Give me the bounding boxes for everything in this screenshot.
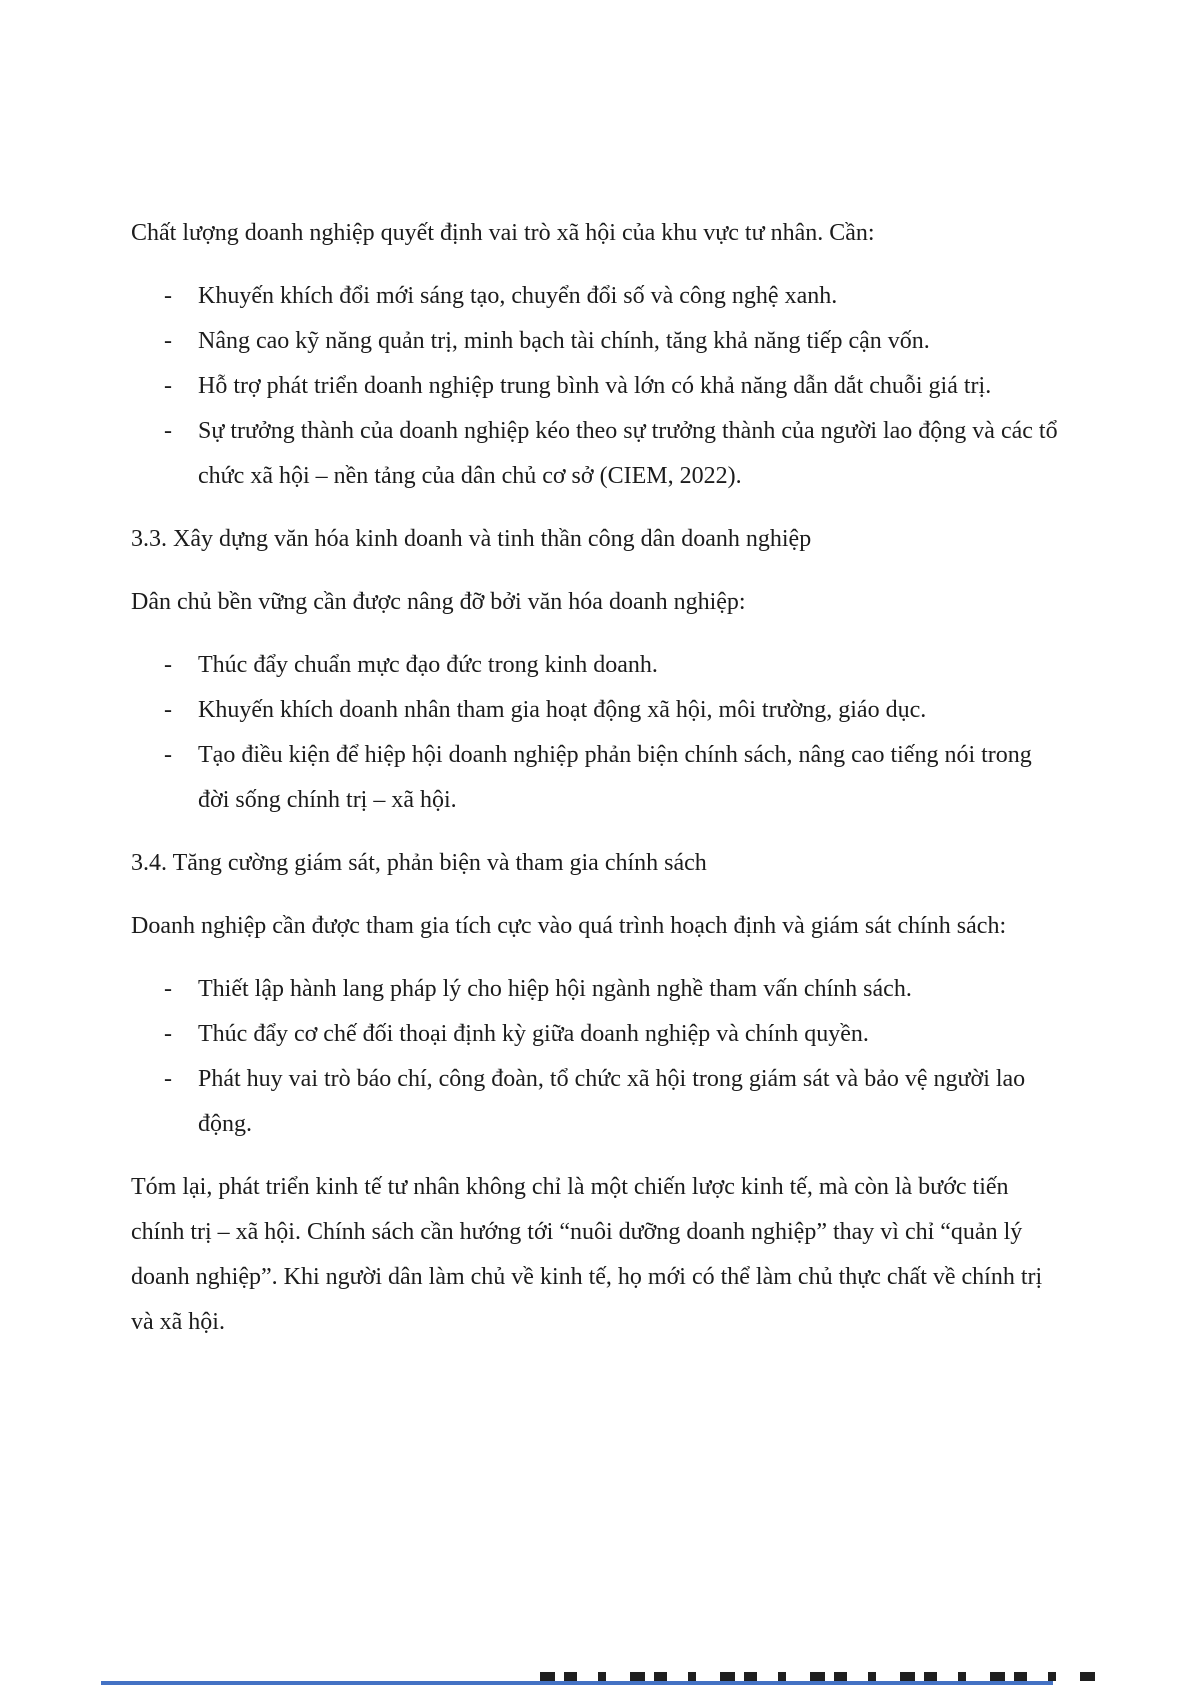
dash-bullet: -: [164, 652, 172, 678]
list-item-text: Thúc đẩy cơ chế đối thoại định kỳ giữa doanh nghiệp và chính quyền.: [198, 1021, 869, 1047]
dash-bullet: -: [164, 1021, 172, 1047]
clipped-blue-line: [101, 1681, 1053, 1685]
list-item: [131, 1057, 1061, 1147]
paragraph-conclusion: Tóm lại, phát triển kinh tế tư nhân không chỉ là một chiến lược kinh tế, mà còn là bước tiến chính trị – xã hội. Chính sách cần hướng tới “nuôi dưỡng doanh nghiệp” thay vì chỉ “quản lý doanh nghiệp”. Khi người dân làm chủ về kinh tế, họ mới có thể làm chủ thực chất về chính trị và xã hội.: [131, 1174, 1043, 1335]
dash-bullet: -: [164, 976, 172, 1002]
list-item: [131, 1012, 1061, 1057]
list-item: [131, 688, 1061, 733]
section-heading-3-3: 3.3. Xây dựng văn hóa kinh doanh và tinh thần công dân doanh nghiệp: [131, 526, 812, 552]
list-item-text: Thúc đẩy chuẩn mực đạo đức trong kinh doanh.: [198, 652, 658, 678]
document-page: [131, 211, 1061, 1363]
dash-bullet: -: [164, 697, 172, 723]
list-item-text: Nâng cao kỹ năng quản trị, minh bạch tài chính, tăng khả năng tiếp cận vốn.: [198, 328, 930, 354]
list-item-text: Tạo điều kiện để hiệp hội doanh nghiệp phản biện chính sách, nâng cao tiếng nói trong đời sống chính trị – xã hội.: [198, 742, 1032, 813]
bullet-list-culture: [131, 643, 1061, 823]
clipped-next-page-strip: [0, 1667, 1191, 1685]
section-heading-3-4: 3.4. Tăng cường giám sát, phản biện và tham gia chính sách: [131, 850, 707, 876]
list-item: [131, 364, 1061, 409]
list-item-text: Khuyến khích doanh nhân tham gia hoạt động xã hội, môi trường, giáo dục.: [198, 697, 927, 723]
clipped-text-fragments: [540, 1672, 1103, 1681]
list-item: [131, 274, 1061, 319]
dash-bullet: -: [164, 328, 172, 354]
paragraph-3-4: Doanh nghiệp cần được tham gia tích cực vào quá trình hoạch định và giám sát chính sách:: [131, 913, 1007, 939]
list-item: [131, 733, 1061, 823]
list-item: [131, 967, 1061, 1012]
dash-bullet: -: [164, 1066, 172, 1092]
list-item-text: Sự trưởng thành của doanh nghiệp kéo theo sự trưởng thành của người lao động và các tổ chức xã hội – nền tảng của dân chủ cơ sở (CIEM, 2022).: [198, 418, 1058, 489]
list-item-text: Khuyến khích đổi mới sáng tạo, chuyển đổi số và công nghệ xanh.: [198, 283, 838, 309]
dash-bullet: -: [164, 373, 172, 399]
list-item: [131, 409, 1061, 499]
list-item: [131, 319, 1061, 364]
list-item-text: Hỗ trợ phát triển doanh nghiệp trung bình và lớn có khả năng dẫn dắt chuỗi giá trị.: [198, 373, 992, 399]
dash-bullet: -: [164, 742, 172, 768]
paragraph-intro: Chất lượng doanh nghiệp quyết định vai trò xã hội của khu vực tư nhân. Cần:: [131, 220, 875, 246]
bullet-list-policy: [131, 967, 1061, 1147]
list-item: [131, 643, 1061, 688]
bullet-list-quality: [131, 274, 1061, 499]
dash-bullet: -: [164, 418, 172, 444]
dash-bullet: -: [164, 283, 172, 309]
list-item-text: Phát huy vai trò báo chí, công đoàn, tổ chức xã hội trong giám sát và bảo vệ người lao động.: [198, 1066, 1026, 1137]
list-item-text: Thiết lập hành lang pháp lý cho hiệp hội ngành nghề tham vấn chính sách.: [198, 976, 912, 1002]
paragraph-3-3: Dân chủ bền vững cần được nâng đỡ bởi văn hóa doanh nghiệp:: [131, 589, 746, 615]
